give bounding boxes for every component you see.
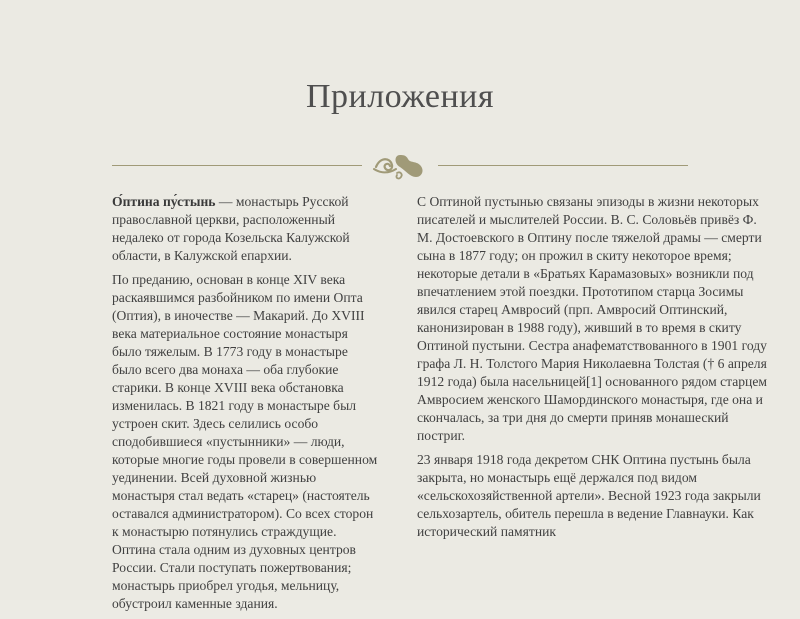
paragraph: 23 января 1918 года декретом СНК Оптина пустынь была закрыта, но монастырь ещё держался под видом «сельскохозяйственной артели». Весной 1923 года закрыли сельхозартель, обитель перешла в ведение Главнауки. Как исторический памятник — [417, 452, 761, 539]
term-optina: О́птина пу́стынь — [112, 194, 216, 209]
paragraph: По преданию, основан в конце XIV века раскаявшимся разбойником по имени Опта (Оптия), в иночестве — Макарий. До XVIII века материальное состояние монастыря было тяжелым. В 1773 году в монастыре было всего два монаха — оба глубокие старики. В конце XVIII века обстановка изменилась. В 1821 году в монастыре был устроен скит. Здесь селились особо сподобившиеся «пустынники» — люди, которые многие годы провели в совершенном уединении. Всей духовной жизнью монастыря стал ведать «старец» (настоятель оставался администратором). Со всех сторон к монастырю потянулись страждущие. Оптина стала одним из духовных центров России. Стали поступать пожертвования; монастырь приобрел угодья, мельницу, обустроил каменные здания. — [112, 272, 378, 611]
paragraph — [112, 193, 380, 265]
fleuron-icon — [370, 147, 430, 183]
paragraph-text: — монастырь Русской православной церкви, расположенный недалеко от города Козельска Калужской области, в Калужской епархии. — [112, 194, 350, 263]
divider-left — [112, 165, 362, 166]
paragraph: С Оптиной пустынью связаны эпизоды в жизни некоторых писателей и мыслителей России. В. С. Соловьёв привёз Ф. М. Достоевского в Оптину после тяжелой драмы — смерти сына в 1877 году; он прожил в скиту некоторое время; некоторые детали в «Братьях Карамазовых» возникли под впечатлением этой поездки. Прототипом старца Зосимы явился старец Амвросий (прп. Амвросий Оптинский, канонизирован в 1988 году), живший в то время в скиту Оптиной пустыни. Сестра анафематствованного в 1901 году графа Л. Н. Толстого Мария Николаевна Толстая († 6 апреля 1912 года) была насельницей[1] основанного рядом старцем Амвросием женского Шамординского монастыря, где она и скончалась, за три дня до смерти приняв монашеский постриг. — [417, 194, 767, 443]
left-column — [112, 193, 380, 619]
slide-title: Приложения — [305, 78, 495, 115]
divider-right — [438, 165, 688, 166]
right-column — [417, 193, 775, 547]
